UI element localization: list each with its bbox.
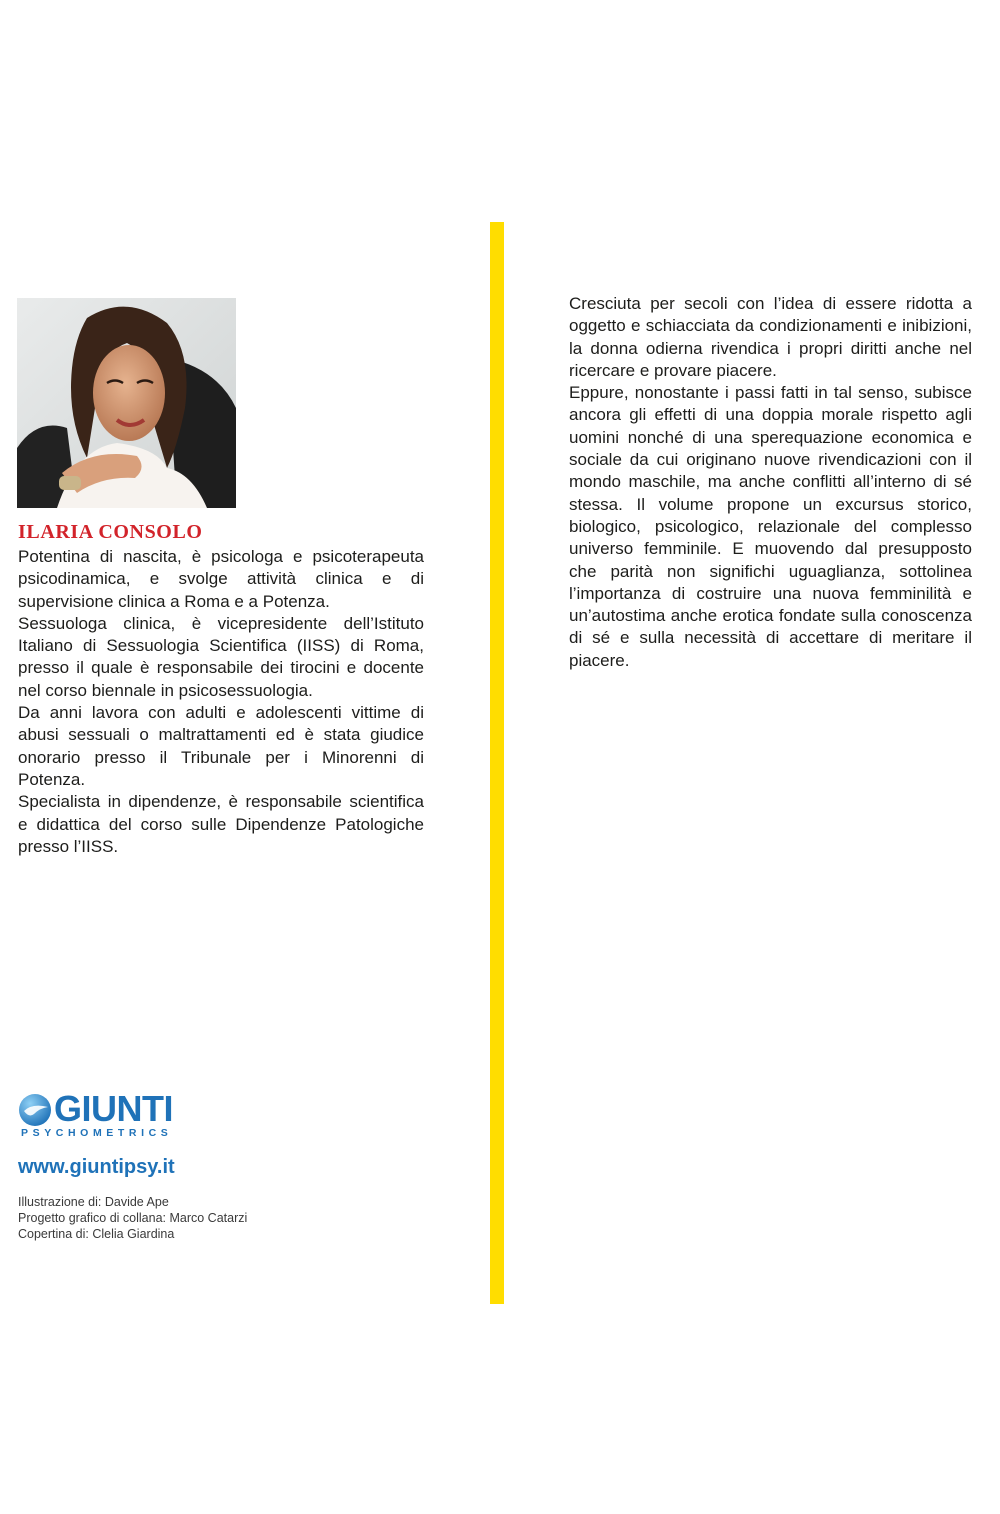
bio-paragraph: Specialista in dipendenze, è responsabile scientifica e didattica del corso sulle Dipendenze Patologiche presso l’IISS. — [18, 792, 424, 856]
credit-line: Copertina di: Clelia Giardina — [18, 1227, 175, 1241]
book-blurb — [569, 293, 972, 672]
publisher-subtitle: PSYCHOMETRICS — [21, 1127, 173, 1139]
bio-paragraph: Potentina di nascita, è psicologa e psicoterapeuta psicodinamica, e svolge attività clinica e di supervisione clinica a Roma e a Potenza. — [18, 547, 424, 611]
author-portrait-photo — [17, 298, 236, 508]
blurb-paragraph: Eppure, nonostante i passi fatti in tal senso, subisce ancora gli effetti di una doppia morale rispetto agli uomini nonché di una sperequazione economica e sociale da cui originano nuove rivendicazioni con il mondo maschile, ma anche conflitti all’interno di sé stessa. Il volume propone un excursus storico, biologico, psicologico, relazionale del complesso universo femminile. E muovendo dal presupposto che parità non significhi uguaglianza, sottolinea l’importanza di costruire una nuova femminilità e un’autostima anche erotica fondate sulla conoscenza di sé e sulla necessità di accettare di meritare il piacere. — [569, 383, 972, 670]
yellow-divider-bar — [490, 222, 504, 1304]
author-name: ILARIA CONSOLO — [18, 521, 203, 543]
credits — [18, 1194, 247, 1242]
bio-paragraph: Sessuologa clinica, è vicepresidente dell’Istituto Italiano di Sessuologia Scientifica (IISS) di Roma, presso il quale è responsabile dei tirocini e docente nel corso biennale in psicosessuologia. — [18, 613, 424, 700]
publisher-name: GIUNTI — [54, 1088, 173, 1129]
author-photo — [17, 298, 236, 508]
giunti-globe-logo-icon — [18, 1093, 52, 1127]
publisher-website-link[interactable]: www.giuntipsy.it — [18, 1156, 175, 1178]
publisher-logo — [18, 1090, 188, 1142]
credit-line: Illustrazione di: Davide Ape — [18, 1195, 169, 1209]
credit-line: Progetto grafico di collana: Marco Catarzi — [18, 1211, 248, 1225]
bio-paragraph: Da anni lavora con adulti e adolescenti vittime di abusi sessuali o maltrattamenti ed è stata giudice onorario presso il Tribunale per i Minorenni di Potenza. — [18, 703, 424, 789]
blurb-paragraph: Cresciuta per secoli con l’idea di essere ridotta a oggetto e schiacciata da condizionamenti e inibizioni, la donna odierna rivendica i propri diritti anche nel ricercare e provare piacere. — [569, 294, 972, 380]
author-bio — [18, 546, 424, 858]
